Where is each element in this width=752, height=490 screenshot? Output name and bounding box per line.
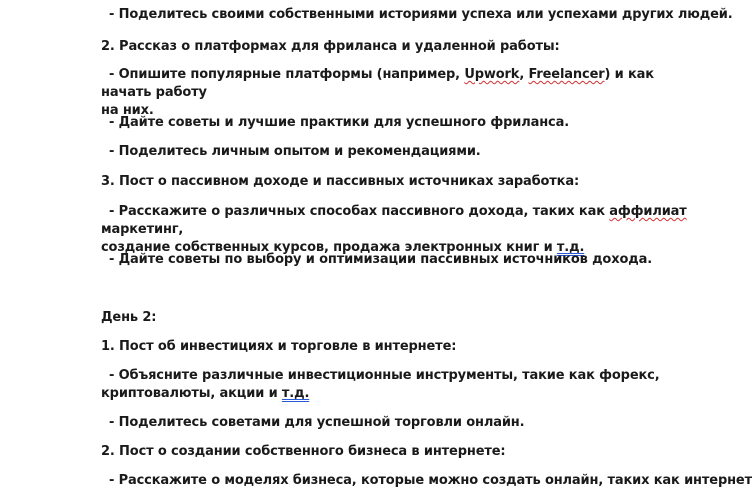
bullet-passive-tips: [109, 251, 689, 269]
grammar-word[interactable]: т.д.: [281, 386, 310, 401]
text-line: - Расскажите о различных способах пассивного дохода, таких как: [109, 204, 610, 219]
bullet-success-stories: [109, 6, 733, 24]
text-line: на них.: [101, 103, 154, 118]
text-line: 2. Пост о создании собственного бизнеса в интернете:: [101, 444, 506, 459]
text-line: криптовалюты, акции и: [101, 386, 282, 401]
spellcheck-word[interactable]: Upwork: [464, 67, 520, 82]
bullet-investment-tools: [101, 367, 691, 403]
text-line: 1. Пост об инвестициях и торговле в интернете:: [101, 339, 457, 354]
text-line: - Поделитесь личным опытом и рекомендациями.: [109, 144, 481, 159]
heading-passive-income: [101, 173, 681, 191]
spellcheck-word[interactable]: Freelancer: [528, 67, 605, 82]
text-line: - Поделитесь советами для успешной торговли онлайн.: [109, 415, 525, 430]
text-line: - Расскажите о моделях бизнеса, которые можно создать онлайн, таких как интернет: [109, 473, 752, 488]
text-line: - Дайте советы и лучшие практики для успешного фриланса.: [109, 115, 570, 130]
bullet-freelance-tips: [109, 114, 689, 132]
heading-online-business: [101, 443, 681, 461]
text-line: маркетинг,: [101, 222, 184, 237]
text-line: - Дайте советы по выбору и оптимизации пассивных источников дохода.: [109, 252, 652, 267]
text-line: - Объясните различные инвестиционные инструменты, такие как форекс,: [109, 368, 660, 383]
bullet-trading-tips: [109, 414, 689, 432]
bullet-describe-platforms: [101, 66, 681, 120]
text-line: - Поделитесь своими собственными историями успеха или успехами других людей.: [109, 7, 733, 22]
bullet-passive-methods: [101, 203, 691, 257]
spellcheck-word[interactable]: аффилиат: [609, 204, 687, 219]
heading-day-2: [101, 309, 681, 327]
text-line: - Опишите популярные платформы (например,: [109, 67, 465, 82]
text-line: День 2:: [101, 310, 157, 325]
text-line: 2. Рассказ о платформах для фриланса и удаленной работы:: [101, 39, 560, 54]
heading-investments: [101, 338, 681, 356]
text-line: 3. Пост о пассивном доходе и пассивных источниках заработка:: [101, 174, 580, 189]
grammar-word[interactable]: т.д.: [556, 240, 585, 255]
heading-freelance-platforms: [101, 38, 681, 56]
text-line: ) и как начать работу: [101, 67, 654, 100]
bullet-personal-experience: [109, 143, 689, 161]
text-line: ,: [519, 67, 529, 82]
text-line: создание собственных курсов, продажа электронных книг и: [101, 240, 557, 255]
bullet-business-models: [109, 472, 752, 490]
